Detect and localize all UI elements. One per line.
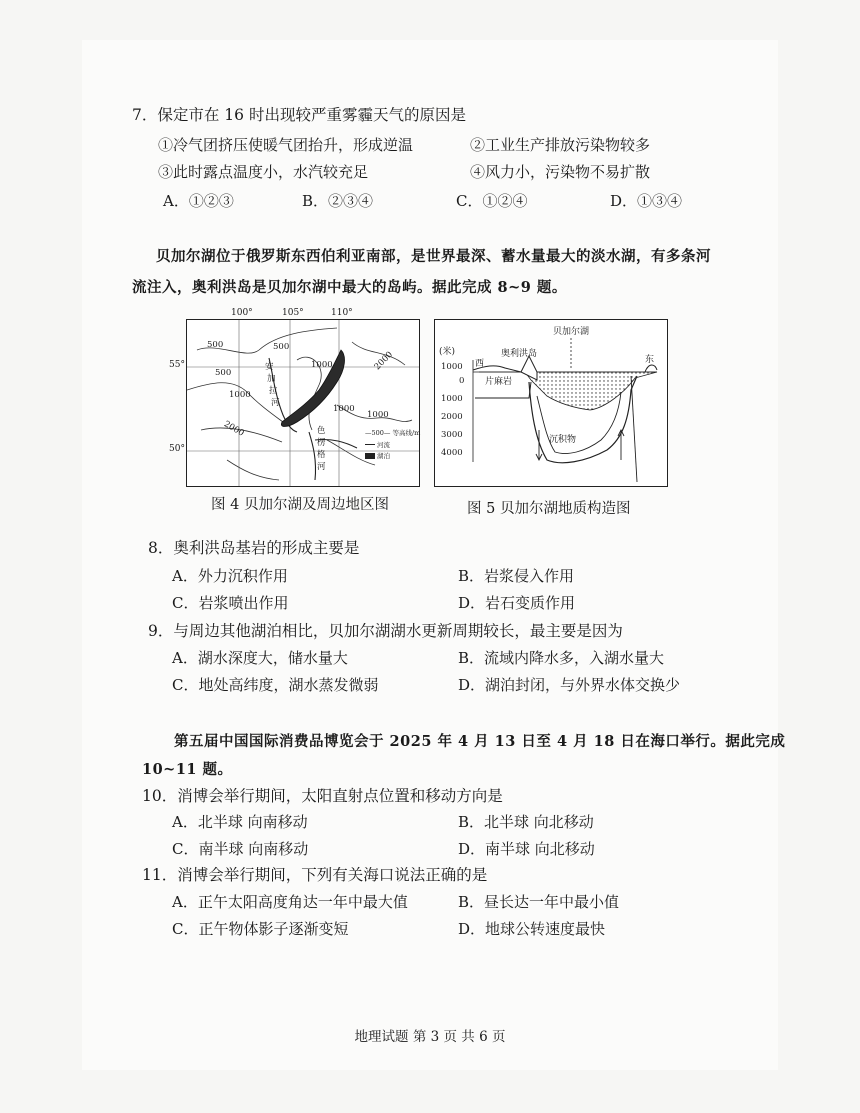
y-tick-label: 2000: [441, 412, 463, 422]
river-label: 河: [271, 398, 280, 408]
figure-4-map: [169, 308, 421, 487]
lat-50-label: 50°: [169, 444, 185, 454]
contour-label: 500: [207, 340, 224, 350]
q8-option-a: A．外力沉积作用: [172, 567, 288, 585]
island-label: 奥利洪岛: [501, 349, 538, 359]
legend-lake-swatch: [365, 453, 375, 459]
east-label: 东: [645, 355, 655, 365]
lon-105-label: 105°: [282, 308, 304, 318]
q10-option-d: D．南半球 向北移动: [458, 840, 595, 858]
lon-100-label: 100°: [231, 308, 253, 318]
river-label: 安: [265, 362, 274, 372]
contour-label: 2000: [221, 419, 246, 439]
legend-river-swatch: [365, 444, 375, 445]
contour-label: 1000: [229, 390, 251, 400]
q10-option-c: C．南半球 向南移动: [172, 840, 309, 858]
contour-label: 500: [273, 342, 290, 352]
river-label: 楞: [317, 438, 326, 448]
legend-river: 河流: [377, 441, 390, 449]
figure-5-section: [434, 319, 668, 487]
gneiss-label: 片麻岩: [485, 377, 513, 387]
baikal-geology-section: [435, 320, 667, 486]
q10-stem: 10．消博会举行期间，太阳直射点位置和移动方向是: [142, 787, 503, 805]
q7-statement-4: ④风力小，污染物不易扩散: [470, 163, 651, 181]
q7-statement-1: ①冷气团挤压使暖气团抬升，形成逆温: [158, 136, 414, 154]
q11-stem: 11．消博会举行期间，下列有关海口说法正确的是: [142, 866, 488, 884]
q11-option-b: B．昼长达一年中最小值: [458, 893, 620, 911]
y-tick-label: 3000: [441, 430, 463, 440]
q10-option-b: B．北半球 向北移动: [458, 813, 594, 831]
contour-label: 2000: [372, 349, 396, 373]
q7-option-a: A．①②③: [163, 192, 234, 210]
contour-label: 1000: [333, 404, 355, 414]
lat-55-label: 55°: [169, 360, 185, 370]
y-tick-label: 0: [459, 376, 465, 386]
intro-8-9-line2: 流注入，奥利洪岛是贝加尔湖中最大的岛屿。据此完成 8~9 题。: [132, 279, 567, 296]
legend-contour: —500— 等高线/m: [365, 429, 421, 437]
figure-4-caption: 图 4 贝加尔湖及周边地区图: [211, 497, 389, 513]
river-label: 加: [267, 374, 276, 384]
q8-stem: 8．奥利洪岛基岩的形成主要是: [148, 539, 360, 557]
q7-option-b: B．②③④: [302, 192, 374, 210]
contour-label: 1000: [311, 360, 333, 370]
q7-statement-3: ③此时露点温度小，水汽较充足: [158, 163, 369, 181]
sediment-label: 沉积物: [549, 435, 577, 445]
y-axis-unit: (米): [439, 347, 456, 357]
q7-statement-2: ②工业生产排放污染物较多: [470, 136, 651, 154]
river-label: 格: [317, 450, 326, 460]
q10-option-a: A．北半球 向南移动: [172, 813, 308, 831]
figure-5-caption: 图 5 贝加尔湖地质构造图: [467, 501, 631, 517]
west-label: 西: [475, 359, 485, 369]
q8-option-d: D．岩石变质作用: [458, 594, 576, 612]
river-label: 河: [317, 462, 326, 472]
q9-stem: 9．与周边其他湖泊相比，贝加尔湖湖水更新周期较长，最主要是因为: [148, 622, 623, 640]
river-label: 拉: [269, 386, 278, 396]
q9-option-b: B．流域内降水多，入湖水量大: [458, 649, 665, 667]
y-tick-label: 4000: [441, 448, 463, 458]
page-footer: 地理试题 第 3 页 共 6 页: [354, 1029, 506, 1045]
river-label: 色: [317, 426, 326, 436]
q7-option-c: C．①②④: [456, 192, 528, 210]
q9-option-c: C．地处高纬度，湖水蒸发微弱: [172, 676, 379, 694]
intro-10-11-line1: 第五届中国国际消费品博览会于 2025 年 4 月 13 日至 4 月 18 日在海口举行。据此完成: [174, 733, 786, 750]
q7-stem: 7．保定市在 16 时出现较严重雾霾天气的原因是: [132, 106, 466, 124]
intro-10-11-line2: 10~11 题。: [142, 761, 233, 778]
lake-label: 贝加尔湖: [553, 327, 590, 337]
q9-option-a: A．湖水深度大，储水量大: [172, 649, 348, 667]
intro-8-9-line1: 贝加尔湖位于俄罗斯东西伯利亚南部，是世界最深、蓄水量最大的淡水湖，有多条河: [156, 248, 711, 265]
y-tick-label: 1000: [441, 394, 463, 404]
contour-label: 500: [215, 368, 232, 378]
legend-lake: 湖泊: [377, 452, 390, 460]
q9-option-d: D．湖泊封闭，与外界水体交换少: [458, 676, 681, 694]
q7-option-d: D．①③④: [610, 192, 683, 210]
q11-option-a: A．正午太阳高度角达一年中最大值: [172, 893, 408, 911]
contour-label: 1000: [367, 410, 389, 420]
q11-option-d: D．地球公转速度最快: [458, 920, 606, 938]
q11-option-c: C．正午物体影子逐渐变短: [172, 920, 349, 938]
lon-110-label: 110°: [331, 308, 353, 318]
q8-option-c: C．岩浆喷出作用: [172, 594, 289, 612]
y-tick-label: 1000: [441, 362, 463, 372]
q8-option-b: B．岩浆侵入作用: [458, 567, 575, 585]
